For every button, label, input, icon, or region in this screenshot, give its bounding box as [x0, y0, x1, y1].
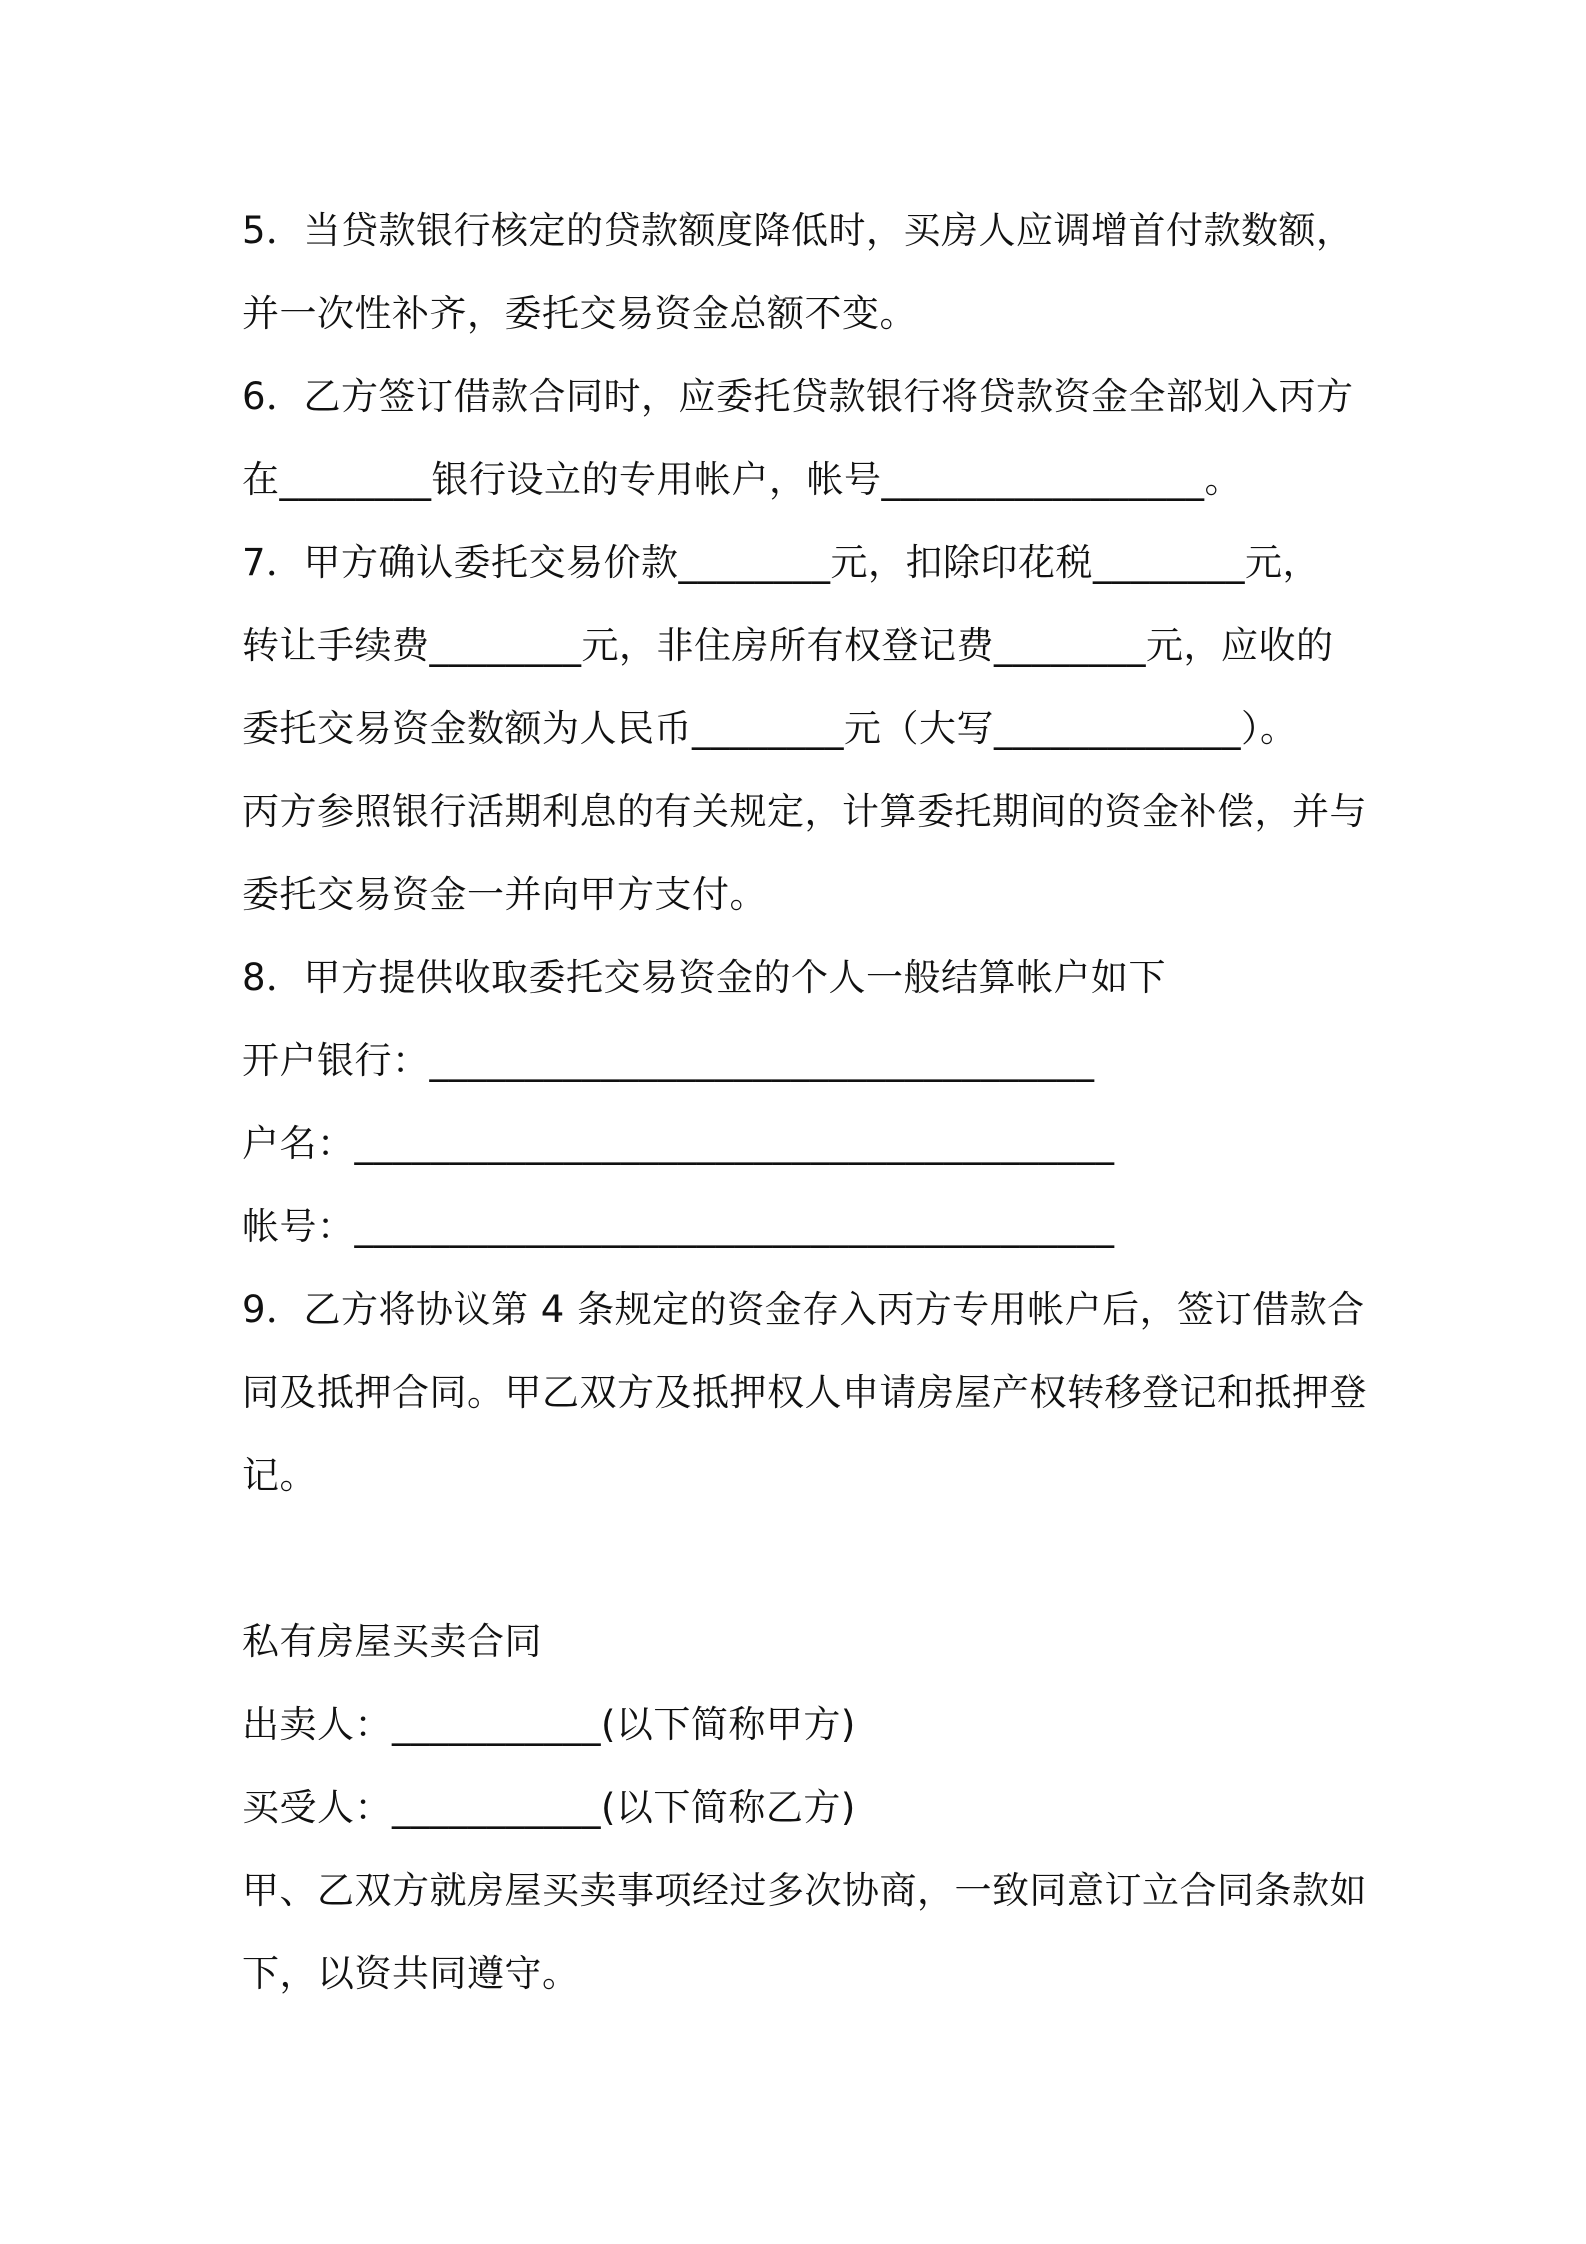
- text-line: 记。: [242, 1454, 317, 1497]
- text-line: 8．甲方提供收取委托交易资金的个人一般结算帐户如下: [242, 956, 1167, 999]
- text-line: 并一次性补齐，委托交易资金总额不变。: [242, 292, 917, 335]
- text-line: 出卖人：___________(以下简称甲方): [242, 1703, 856, 1746]
- text-line: 转让手续费________元，非住房所有权登记费________元，应收的: [242, 624, 1334, 667]
- text-line: 帐号：________________________________________: [242, 1205, 1115, 1248]
- contract-title: 私有房屋买卖合同: [242, 1620, 542, 1663]
- text-line: 5．当贷款银行核定的贷款额度降低时，买房人应调增首付款数额，: [242, 209, 1354, 252]
- text-line: 同及抵押合同。甲乙双方及抵押权人申请房屋产权转移登记和抵押登: [242, 1371, 1367, 1414]
- text-line: 7．甲方确认委托交易价款________元，扣除印花税________元，: [242, 541, 1321, 584]
- text-line: 委托交易资金一并向甲方支付。: [242, 873, 767, 916]
- text-line: 丙方参照银行活期利息的有关规定，计算委托期间的资金补偿，并与: [242, 790, 1367, 833]
- text-line: 委托交易资金数额为人民币________元（大写_____________）。: [242, 707, 1298, 750]
- text-line: 户名：________________________________________: [242, 1122, 1115, 1165]
- text-line: 在________银行设立的专用帐户，帐号_________________。: [242, 458, 1242, 501]
- text-line: 6．乙方签订借款合同时，应委托贷款银行将贷款资金全部划入丙方: [242, 375, 1354, 418]
- text-line: 下，以资共同遵守。: [242, 1952, 580, 1995]
- text-line: 买受人：___________(以下简称乙方): [242, 1786, 856, 1829]
- text-line: 9．乙方将协议第 4 条规定的资金存入丙方专用帐户后，签订借款合: [242, 1288, 1365, 1331]
- text-line: 开户银行：___________________________________: [242, 1039, 1095, 1082]
- text-line: 甲、乙双方就房屋买卖事项经过多次协商，一致同意订立合同条款如: [242, 1869, 1367, 1912]
